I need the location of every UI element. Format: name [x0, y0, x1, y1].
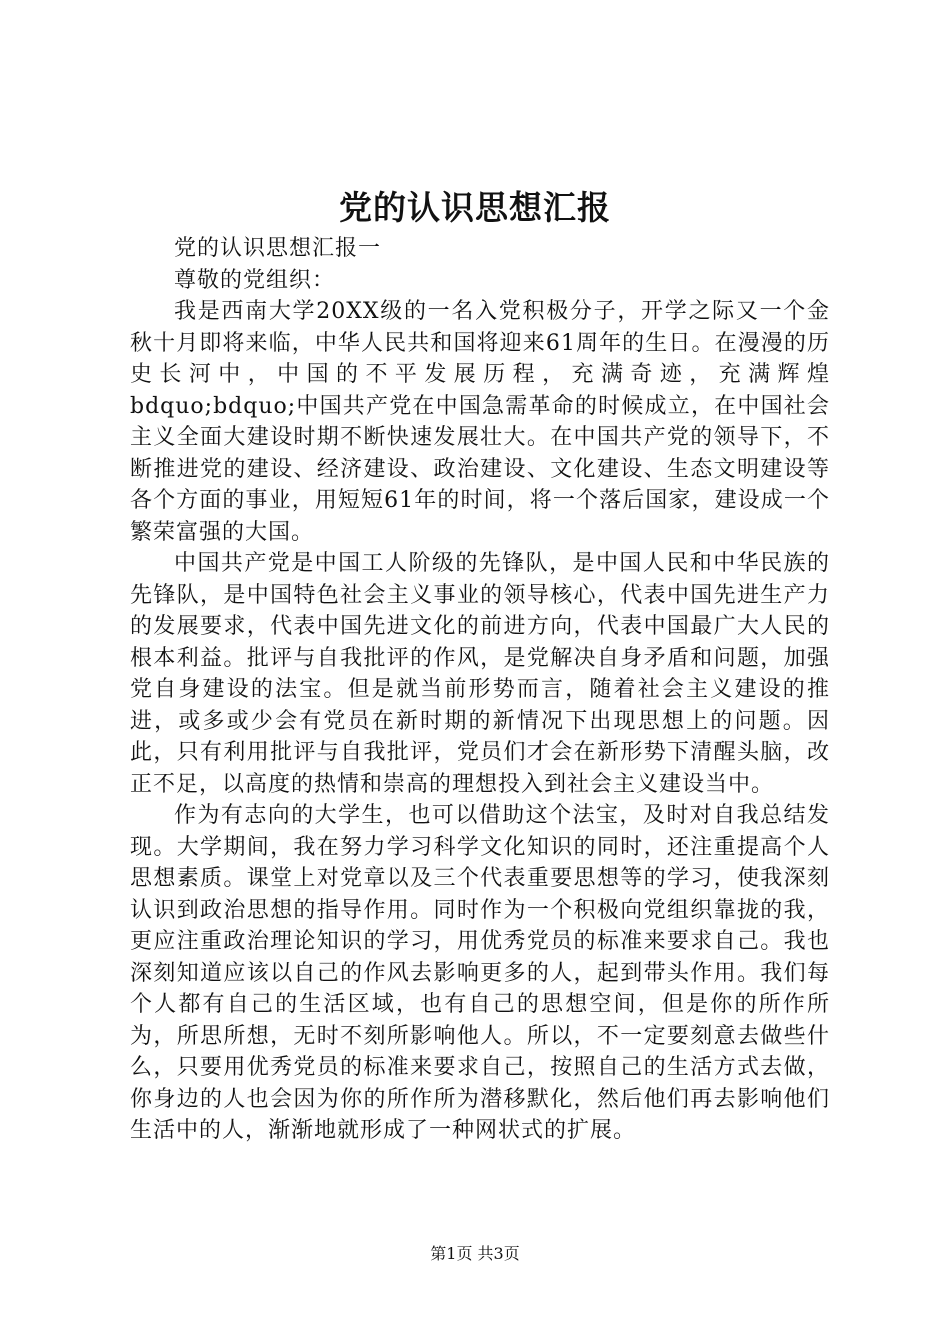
- body-paragraph-1: 我是西南大学20XX级的一名入党积极分子，开学之际又一个金秋十月即将来临，中华人民共和国将迎来61周年的生日。在漫漫的历史长河中，中国的不平发展历程，充满奇迹，充满辉煌bdquo;bdquo;中国共产党在中国急需革命的时候成立，在中国社会主义全面大建设时期不断快速发展壮大。在中国共产党的领导下，不断推进党的建设、经济建设、政治建设、文化建设、生态文明建设等各个方面的事业，用短短61年的时间，将一个落后国家，建设成一个繁荣富强的大国。: [130, 299, 830, 545]
- salutation: 尊敬的党组织：: [174, 267, 336, 293]
- body-paragraph-2: 中国共产党是中国工人阶级的先锋队，是中国人民和中华民族的先锋队，是中国特色社会主义事业的领导核心，代表中国先进生产力的发展要求，代表中国先进文化的前进方向，代表中国最广大人民的根本利益。批评与自我批评的作风，是党解决自身矛盾和问题，加强党自身建设的法宝。但是就当前形势而言，随着社会主义建设的推进，或多或少会有党员在新时期的新情况下出现思想上的问题。因此，只有利用批评与自我批评，党员们才会在新形势下清醒头脑，改正不足，以高度的热情和崇高的理想投入到社会主义建设当中。: [130, 551, 830, 797]
- subtitle-line: 党的认识思想汇报一: [174, 236, 382, 261]
- page-title: 党的认识思想汇报: [339, 188, 611, 227]
- body-paragraph-3: 作为有志向的大学生，也可以借助这个法宝，及时对自我总结发现。大学期间，我在努力学习科学文化知识的同时，还注重提高个人思想素质。课堂上对党章以及三个代表重要思想等的学习，使我深刻认识到政治思想的指导作用。同时作为一个积极向党组织靠拢的我，更应注重政治理论知识的学习，用优秀党员的标准来要求自己。我也深刻知道应该以自己的作风去影响更多的人，起到带头作用。我们每个人都有自己的生活区域，也有自己的思想空间，但是你的所作所为，所思所想，无时不刻所影响他人。所以，不一定要刻意去做些什么，只要用优秀党员的标准来要求自己，按照自己的生活方式去做，你身边的人也会因为你的所作所为潜移默化，然后他们再去影响他们生活中的人，渐渐地就形成了一种网状式的扩展。: [130, 803, 830, 1143]
- document-body: [130, 233, 830, 1147]
- page-number-footer: 第1页 共3页: [430, 1244, 520, 1263]
